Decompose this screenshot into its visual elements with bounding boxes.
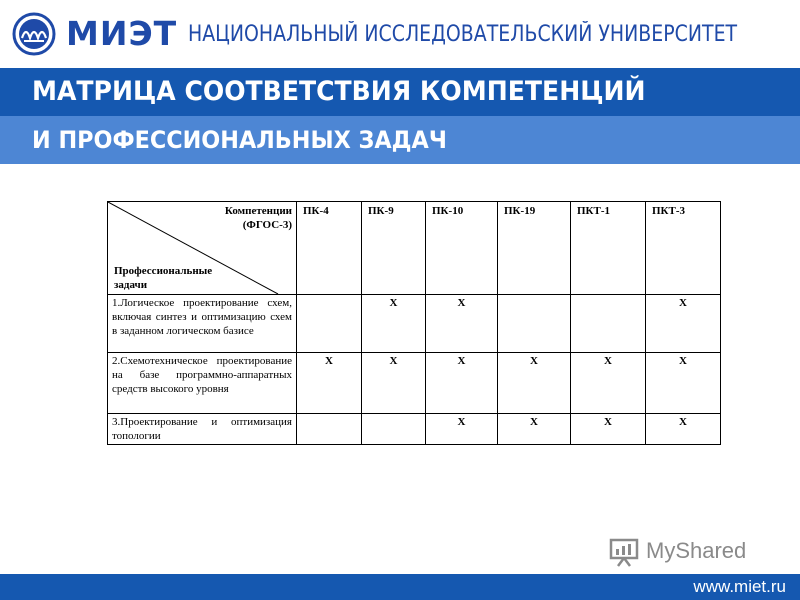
column-header: ПК-9: [362, 202, 426, 295]
presentation-board-icon: [608, 536, 640, 568]
task-label: 2.Схемотехническое проектирование на базе программно-аппаратных средств высокого уровня: [108, 353, 297, 414]
column-header: ПК-19: [498, 202, 571, 295]
matrix-cell: [362, 414, 426, 445]
matrix-cell: Х: [571, 414, 646, 445]
column-header: ПКТ-3: [646, 202, 721, 295]
brand-name: МИЭТ: [66, 14, 178, 53]
university-subtitle: НАЦИОНАЛЬНЫЙ ИССЛЕДОВАТЕЛЬСКИЙ УНИВЕРСИТЕТ: [188, 22, 738, 47]
table-row: [108, 295, 721, 353]
matrix-cell: Х: [297, 353, 362, 414]
matrix-cell: Х: [362, 353, 426, 414]
corner-competencies-label: Компетенции (ФГОС-3): [224, 205, 292, 231]
matrix-cell: [297, 414, 362, 445]
matrix-cell: [571, 295, 646, 353]
header: [0, 0, 800, 68]
footer-website-link[interactable]: www.miet.ru: [693, 577, 786, 596]
matrix-cell: Х: [426, 414, 498, 445]
slide-title-line2: И ПРОФЕССИОНАЛЬНЫХ ЗАДАЧ: [32, 126, 447, 154]
footer-bar: [0, 574, 800, 600]
matrix-cell: [297, 295, 362, 353]
task-label: 3.Проектирование и оптимизация топологии: [108, 414, 297, 445]
title-band-secondary: [0, 116, 800, 164]
matrix-cell: Х: [426, 353, 498, 414]
matrix-cell: Х: [498, 353, 571, 414]
column-header: ПКТ-1: [571, 202, 646, 295]
matrix-cell: Х: [646, 295, 721, 353]
table-header-row: [108, 202, 721, 295]
watermark-text: MyShared: [646, 538, 747, 563]
matrix-cell: Х: [498, 414, 571, 445]
table-corner-cell: [108, 202, 297, 295]
column-header: ПК-10: [426, 202, 498, 295]
title-band-primary: [0, 68, 800, 116]
table-row: [108, 353, 721, 414]
matrix-cell: Х: [362, 295, 426, 353]
matrix-cell: Х: [646, 353, 721, 414]
matrix-cell: [498, 295, 571, 353]
matrix-cell: Х: [646, 414, 721, 445]
corner-tasks-label: Профессиональные задачи: [114, 265, 213, 291]
task-label: 1.Логическое проектирование схем, включая синтез и оптимизацию схем в заданном логическом базисе: [108, 295, 297, 353]
matrix-cell: Х: [426, 295, 498, 353]
miet-logo-icon: [12, 12, 56, 56]
matrix-cell: Х: [571, 353, 646, 414]
competency-matrix-table: [107, 201, 721, 445]
column-header: ПК-4: [297, 202, 362, 295]
myshared-watermark: [608, 534, 768, 568]
slide-title-line1: МАТРИЦА СООТВЕТСТВИЯ КОМПЕТЕНЦИЙ: [32, 76, 646, 107]
table-row: [108, 414, 721, 445]
